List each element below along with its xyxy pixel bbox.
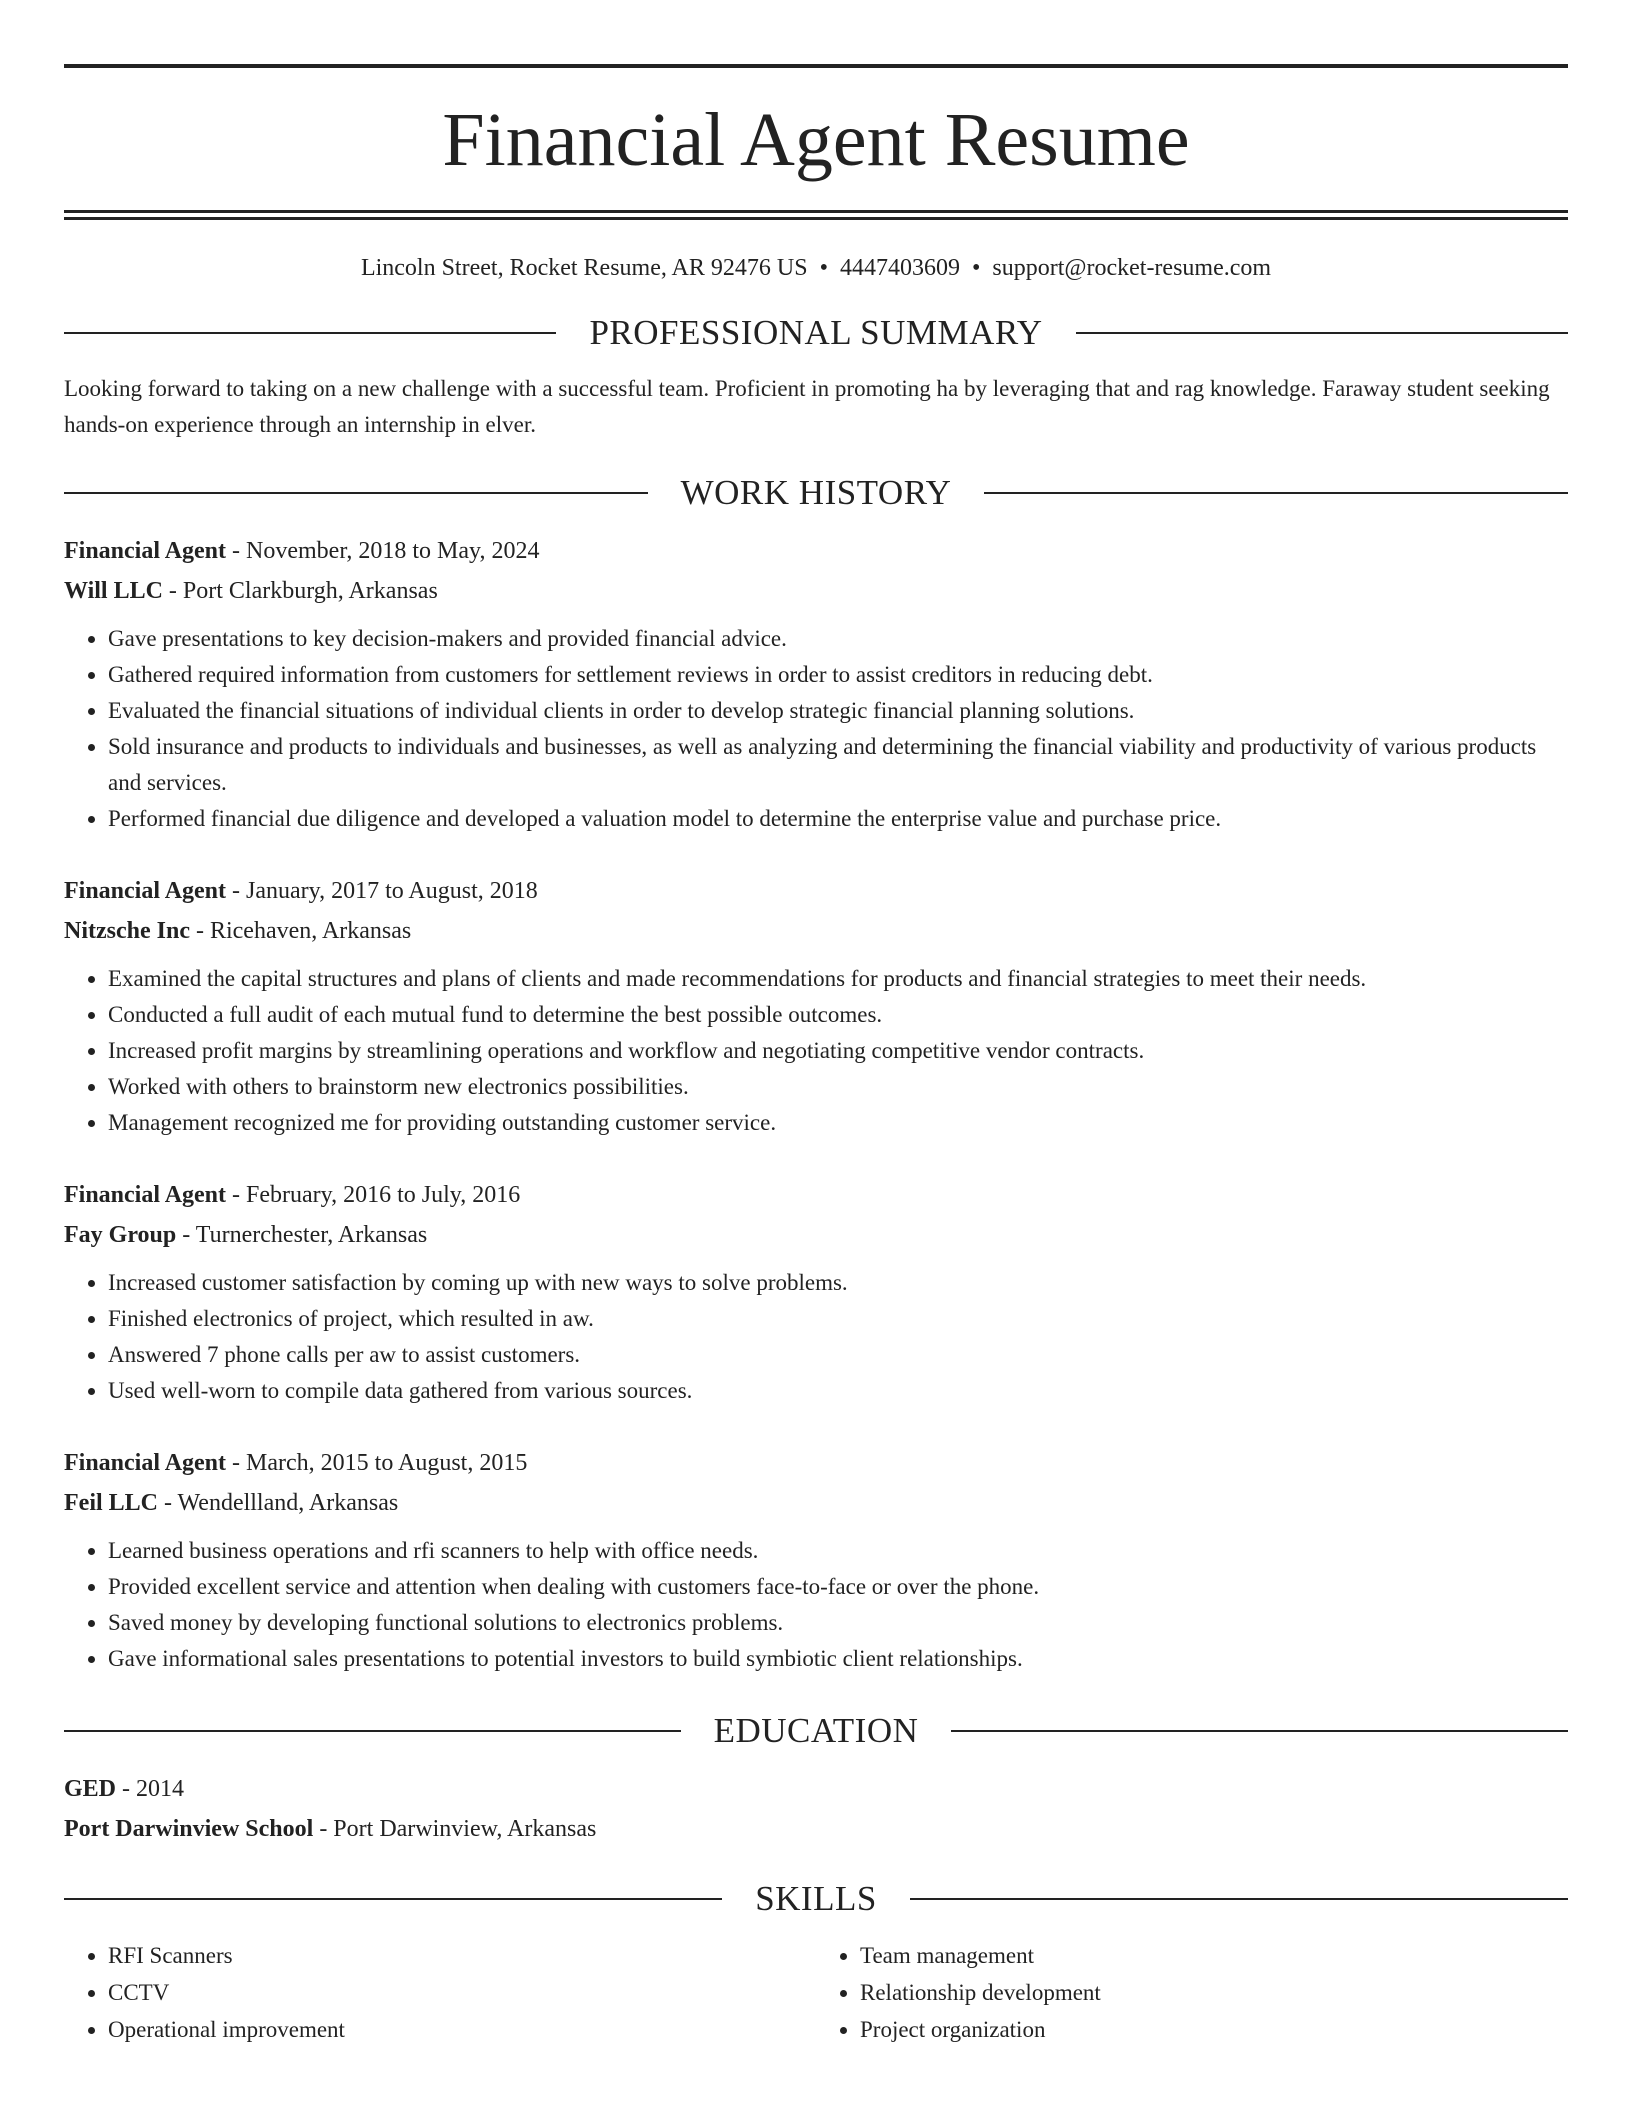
contact-separator: • [819,255,828,281]
skills-right-column [816,1937,1568,2048]
summary-section-heading [64,313,1568,353]
heading-rule-right [1076,332,1568,334]
job-location: - Port Clarkburgh, Arkansas [162,578,438,604]
job-bullet: • Gave presentations to key decision-makers and provided financial advice. [108,621,1568,657]
job-entry [64,1443,1568,1677]
education-degree: GED [64,1776,117,1802]
job-company: Feil LLC [64,1490,158,1516]
work-heading-label: WORK HISTORY [680,473,952,512]
education-location: - Port Darwinview, Arkansas [313,1816,597,1842]
job-bullets [64,621,1568,837]
job-bullet: • Evaluated the financial situations of individual clients in order to develop strategic financial planning solutions. [108,693,1568,729]
heading-rule-right [984,492,1568,494]
heading-rule-left [64,1730,681,1732]
education-year: - 2014 [116,1776,185,1802]
job-bullet: • Sold insurance and products to individuals and businesses, as well as analyzing and determining the financial viability and productivity of various products and services. [108,729,1568,801]
job-title: Financial Agent [64,538,227,564]
summary-heading-label: PROFESSIONAL SUMMARY [589,313,1043,352]
skill-item: • Operational improvement [108,2011,816,2048]
heading-rule-left [64,1898,722,1900]
contact-phone: 4447403609 [839,255,960,281]
job-title: Financial Agent [64,1182,227,1208]
resume-title: Financial Agent Resume [442,98,1190,182]
heading-rule-left [64,332,556,334]
job-bullet: • Performed financial due diligence and developed a valuation model to determine the enterprise value and purchase price. [108,801,1568,837]
job-company-line [64,911,1568,951]
job-dates: - March, 2015 to August, 2015 [226,1450,528,1476]
job-title-line [64,871,1568,911]
job-bullet: • Gave informational sales presentations to potential investors to build symbiotic client relationships. [108,1641,1568,1677]
heading-rule-right [951,1730,1568,1732]
skill-item: • Project organization [860,2011,1568,2048]
job-bullet: • Worked with others to brainstorm new electronics possibilities. [108,1069,1568,1105]
skill-item: • RFI Scanners [108,1937,816,1974]
job-bullet: • Answered 7 phone calls per aw to assist customers. [108,1337,1568,1373]
title-double-rule [64,210,1568,220]
job-bullets [64,1265,1568,1409]
education-section-heading [64,1711,1568,1751]
contact-separator: • [971,255,981,281]
education-degree-line [64,1769,1568,1809]
job-bullet: • Learned business operations and rfi scanners to help with office needs. [108,1533,1568,1569]
job-bullet: • Management recognized me for providing outstanding customer service. [108,1105,1568,1141]
job-bullet: • Finished electronics of project, which resulted in aw. [108,1301,1568,1337]
resume-page [64,64,1568,2048]
job-company-line [64,571,1568,611]
summary-text: Looking forward to taking on a new challenge with a successful team. Proficient in promoting ha by leveraging that and rag knowledge. Faraway student seeking hands-on experience through an internship in elver. [64,376,1550,437]
job-location: - Ricehaven, Arkansas [189,918,412,944]
contact-email: support@rocket-resume.com [992,255,1272,281]
job-bullet: • Saved money by developing functional solutions to electronics problems. [108,1605,1568,1641]
job-bullet: • Gathered required information from customers for settlement reviews in order to assist creditors in reducing debt. [108,657,1568,693]
job-title-line [64,531,1568,571]
job-bullets [64,1533,1568,1677]
skills-left-column [64,1937,816,2048]
job-entry [64,531,1568,837]
job-title-line [64,1175,1568,1215]
job-company: Nitzsche Inc [64,918,190,944]
education-school-line [64,1809,1568,1849]
skills-columns [64,1937,1568,2048]
skill-item: • CCTV [108,1974,816,2011]
job-entry [64,871,1568,1141]
job-bullet: • Examined the capital structures and plans of clients and made recommendations for products and financial strategies to meet their needs. [108,961,1568,997]
skill-item: • Relationship development [860,1974,1568,2011]
job-title: Financial Agent [64,878,227,904]
contact-address: Lincoln Street, Rocket Resume, AR 92476 US [360,255,808,281]
job-company-line [64,1215,1568,1255]
heading-rule-right [910,1898,1568,1900]
job-title-line [64,1443,1568,1483]
skill-item: • Team management [860,1937,1568,1974]
education-heading-label: EDUCATION [713,1711,919,1750]
job-company: Will LLC [64,578,163,604]
contact-line [64,253,1568,283]
job-bullet: • Increased profit margins by streamlining operations and workflow and negotiating competitive vendor contracts. [108,1033,1568,1069]
job-bullets [64,961,1568,1141]
job-bullet: • Increased customer satisfaction by coming up with new ways to solve problems. [108,1265,1568,1301]
job-location: - Turnerchester, Arkansas [176,1222,428,1248]
job-company: Fay Group [64,1222,177,1248]
job-location: - Wendellland, Arkansas [158,1490,399,1516]
job-title: Financial Agent [64,1450,227,1476]
job-dates: - November, 2018 to May, 2024 [226,538,540,564]
job-dates: - February, 2016 to July, 2016 [226,1182,521,1208]
skills-heading-label: SKILLS [755,1879,877,1918]
job-bullet: • Used well-worn to compile data gathered from various sources. [108,1373,1568,1409]
job-dates: - January, 2017 to August, 2018 [226,878,538,904]
job-entry [64,1175,1568,1409]
job-company-line [64,1483,1568,1523]
job-bullet: • Conducted a full audit of each mutual fund to determine the best possible outcomes. [108,997,1568,1033]
job-bullet: • Provided excellent service and attention when dealing with customers face-to-face or over the phone. [108,1569,1568,1605]
heading-rule-left [64,492,648,494]
skills-section-heading [64,1879,1568,1919]
education-school: Port Darwinview School [64,1816,314,1842]
top-rule [64,64,1568,68]
work-section-heading [64,473,1568,513]
